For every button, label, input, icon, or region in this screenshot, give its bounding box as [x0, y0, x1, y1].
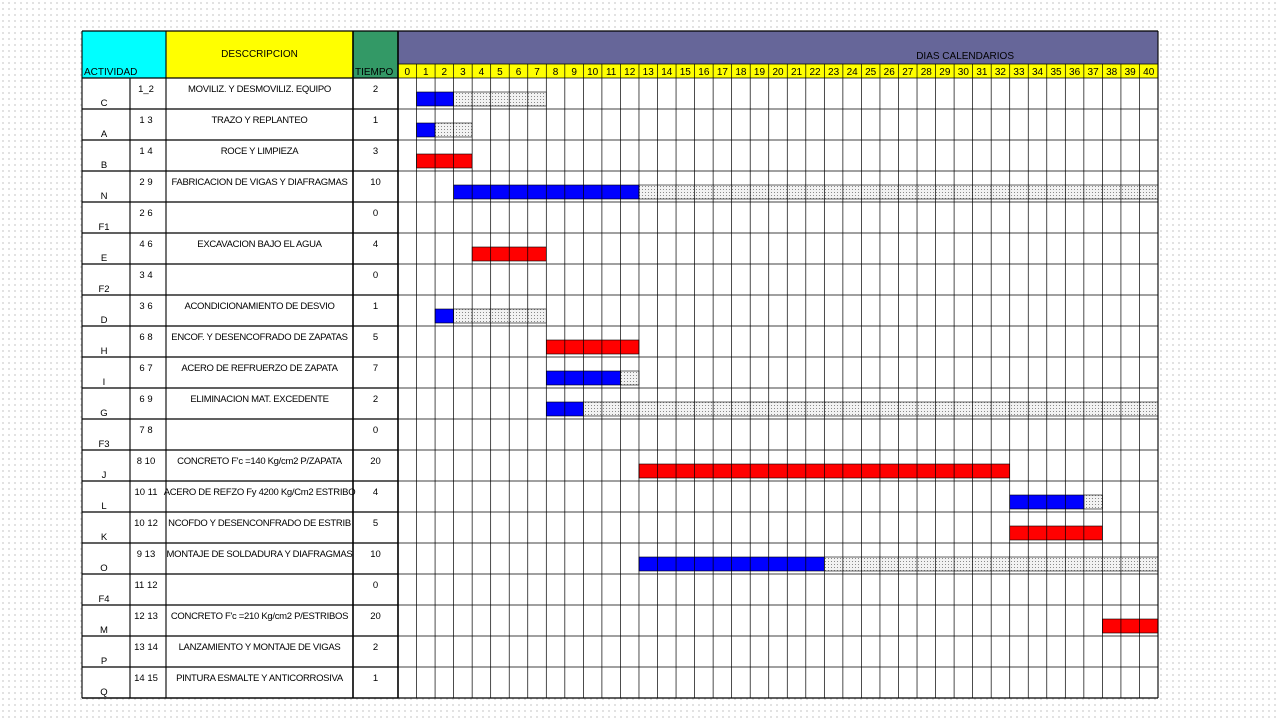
activity-nodes: 2 9 — [139, 177, 153, 188]
activity-code: L — [101, 501, 107, 512]
actividad-header: ACTIVIDAD — [84, 67, 138, 78]
task-bar-B — [417, 154, 473, 168]
activity-nodes: 13 14 — [134, 642, 158, 653]
activity-code: F4 — [98, 594, 110, 605]
slack-bar-G — [583, 402, 1158, 416]
day-label-27: 27 — [902, 67, 914, 78]
task-bar-M — [1102, 619, 1158, 633]
activity-code: C — [100, 98, 108, 109]
activity-description: TRAZO Y REPLANTEO — [211, 115, 308, 126]
activity-duration: 0 — [372, 208, 379, 219]
task-bar-A — [417, 123, 436, 137]
activity-description: ELIMINACION MAT. EXCEDENTE — [190, 394, 329, 405]
day-label-39: 39 — [1124, 67, 1136, 78]
activity-duration: 0 — [372, 580, 379, 591]
day-label-8: 8 — [552, 67, 559, 78]
activity-description: CONCRETO F'c =210 Kg/cm2 P/ESTRIBOS — [170, 611, 349, 622]
activity-code: J — [101, 470, 107, 481]
activity-description: CONCRETO F'c =140 Kg/cm2 P/ZAPATA — [177, 456, 342, 467]
activity-code: F3 — [98, 439, 110, 450]
activity-description: EXCAVACION BAJO EL AGUA — [197, 239, 322, 250]
day-label-3: 3 — [460, 67, 466, 78]
activity-duration: 7 — [372, 363, 379, 374]
activity-duration: 5 — [372, 518, 379, 529]
day-label-31: 31 — [976, 67, 988, 78]
dias-header: DIAS CALENDARIOS — [916, 51, 1014, 62]
day-label-0: 0 — [404, 67, 411, 78]
descripcion-header: DESCCRIPCION — [221, 49, 298, 60]
activity-nodes: 8 10 — [136, 456, 156, 467]
activity-duration: 2 — [372, 84, 379, 95]
activity-code: A — [100, 129, 108, 140]
dias-header-cell — [398, 31, 1158, 64]
slack-bar-D — [454, 309, 547, 323]
activity-code: D — [100, 315, 108, 326]
day-label-4: 4 — [478, 67, 485, 78]
activity-duration: 1 — [372, 673, 379, 684]
activity-description: ACONDICIONAMIENTO DE DESVIO — [184, 301, 335, 312]
day-label-34: 34 — [1031, 67, 1044, 78]
activity-nodes: 7 8 — [139, 425, 153, 436]
day-label-16: 16 — [698, 67, 710, 78]
activity-description: MONTAJE DE SOLDADURA Y DIAFRAGMAS — [166, 549, 353, 560]
activity-duration: 4 — [372, 487, 379, 498]
day-label-38: 38 — [1106, 67, 1118, 78]
activity-duration: 5 — [372, 332, 379, 343]
activity-duration: 20 — [370, 456, 381, 467]
activity-code: Q — [100, 687, 108, 698]
day-label-15: 15 — [679, 67, 691, 78]
day-label-33: 33 — [1013, 67, 1025, 78]
activity-nodes: 2 6 — [139, 208, 153, 219]
slack-bar-I — [620, 371, 639, 385]
activity-duration: 1 — [372, 301, 379, 312]
task-row-bg — [82, 264, 398, 295]
day-label-30: 30 — [957, 67, 969, 78]
activity-nodes: 11 12 — [134, 580, 158, 591]
activity-code: O — [100, 563, 108, 574]
day-label-29: 29 — [939, 67, 951, 78]
day-label-37: 37 — [1087, 67, 1099, 78]
day-label-21: 21 — [790, 67, 803, 78]
day-label-26: 26 — [883, 67, 895, 78]
day-label-23: 23 — [828, 67, 840, 78]
task-row-bg — [82, 202, 398, 233]
activity-description: ACERO DE REFZO Fy 4200 Kg/Cm2 ESTRIBO — [163, 487, 356, 498]
day-label-28: 28 — [920, 67, 932, 78]
activity-code: I — [102, 377, 106, 388]
activity-code: B — [100, 160, 108, 171]
activity-nodes: 1 3 — [139, 115, 153, 126]
day-label-10: 10 — [587, 67, 599, 78]
day-label-18: 18 — [735, 67, 747, 78]
day-label-40: 40 — [1143, 67, 1155, 78]
activity-code: F2 — [98, 284, 110, 295]
activity-duration: 20 — [370, 611, 381, 622]
activity-code: F1 — [98, 222, 110, 233]
day-label-9: 9 — [571, 67, 577, 78]
day-label-7: 7 — [534, 67, 540, 78]
activity-nodes: 4 6 — [139, 239, 153, 250]
day-label-5: 5 — [497, 67, 503, 78]
activity-nodes: 6 8 — [139, 332, 153, 343]
activity-description: ENCOF. Y DESENCOFRADO DE ZAPATAS — [171, 332, 348, 343]
activity-description: NCOFDO Y DESENCONFRADO DE ESTRIB — [168, 518, 351, 529]
activity-nodes: 1_2 — [138, 84, 154, 95]
day-label-17: 17 — [716, 67, 728, 78]
day-label-12: 12 — [624, 67, 636, 78]
day-label-20: 20 — [772, 67, 784, 78]
activity-duration: 4 — [372, 239, 379, 250]
day-label-11: 11 — [605, 67, 617, 78]
tiempo-header: TIEMPO — [355, 67, 394, 78]
task-bar-H — [546, 340, 639, 354]
activity-duration: 10 — [370, 177, 381, 188]
day-label-24: 24 — [846, 67, 858, 78]
activity-description: FABRICACION DE VIGAS Y DIAFRAGMAS — [171, 177, 348, 188]
activity-duration: 2 — [372, 642, 379, 653]
day-label-22: 22 — [809, 67, 821, 78]
activity-nodes: 14 15 — [134, 673, 158, 684]
task-row-bg — [82, 574, 398, 605]
day-label-25: 25 — [865, 67, 877, 78]
activity-duration: 2 — [372, 394, 379, 405]
activity-code: G — [100, 408, 108, 419]
activity-duration: 0 — [372, 425, 379, 436]
slack-bar-C — [454, 92, 547, 106]
day-label-14: 14 — [661, 67, 673, 78]
activity-nodes: 3 6 — [139, 301, 153, 312]
task-bar-D — [435, 309, 454, 323]
day-label-36: 36 — [1069, 67, 1081, 78]
day-label-2: 2 — [441, 67, 448, 78]
activity-nodes: 9 13 — [136, 549, 156, 560]
day-label-1: 1 — [423, 67, 429, 78]
day-label-35: 35 — [1050, 67, 1062, 78]
activity-duration: 1 — [372, 115, 379, 126]
activity-code: M — [100, 625, 108, 636]
activity-description: ACERO DE REFRUERZO DE ZAPATA — [181, 363, 338, 374]
activity-code: N — [100, 191, 108, 202]
activity-code: E — [100, 253, 108, 264]
slack-bar-L — [1084, 495, 1103, 509]
activity-nodes: 1 4 — [139, 146, 153, 157]
day-label-6: 6 — [515, 67, 522, 78]
day-label-19: 19 — [753, 67, 766, 78]
activity-code: P — [100, 656, 108, 667]
activity-nodes: 10 12 — [134, 518, 158, 529]
activity-duration: 10 — [370, 549, 381, 560]
activity-description: PINTURA ESMALTE Y ANTICORROSIVA — [176, 673, 343, 684]
activity-code: H — [100, 346, 108, 357]
activity-nodes: 10 11 — [134, 487, 158, 498]
activity-code: K — [100, 532, 108, 543]
activity-nodes: 6 9 — [139, 394, 153, 405]
activity-duration: 0 — [372, 270, 379, 281]
activity-duration: 3 — [372, 146, 379, 157]
activity-nodes: 6 7 — [139, 363, 153, 374]
activity-description: ROCE Y LIMPIEZA — [220, 146, 299, 157]
activity-description: MOVILIZ. Y DESMOVILIZ. EQUIPO — [188, 84, 331, 95]
activity-description: LANZAMIENTO Y MONTAJE DE VIGAS — [178, 642, 341, 653]
activity-nodes: 3 4 — [139, 270, 153, 281]
task-row-bg — [82, 419, 398, 450]
day-label-32: 32 — [994, 67, 1007, 78]
day-label-13: 13 — [642, 67, 654, 78]
task-bar-K — [1010, 526, 1103, 540]
activity-nodes: 12 13 — [134, 611, 158, 622]
